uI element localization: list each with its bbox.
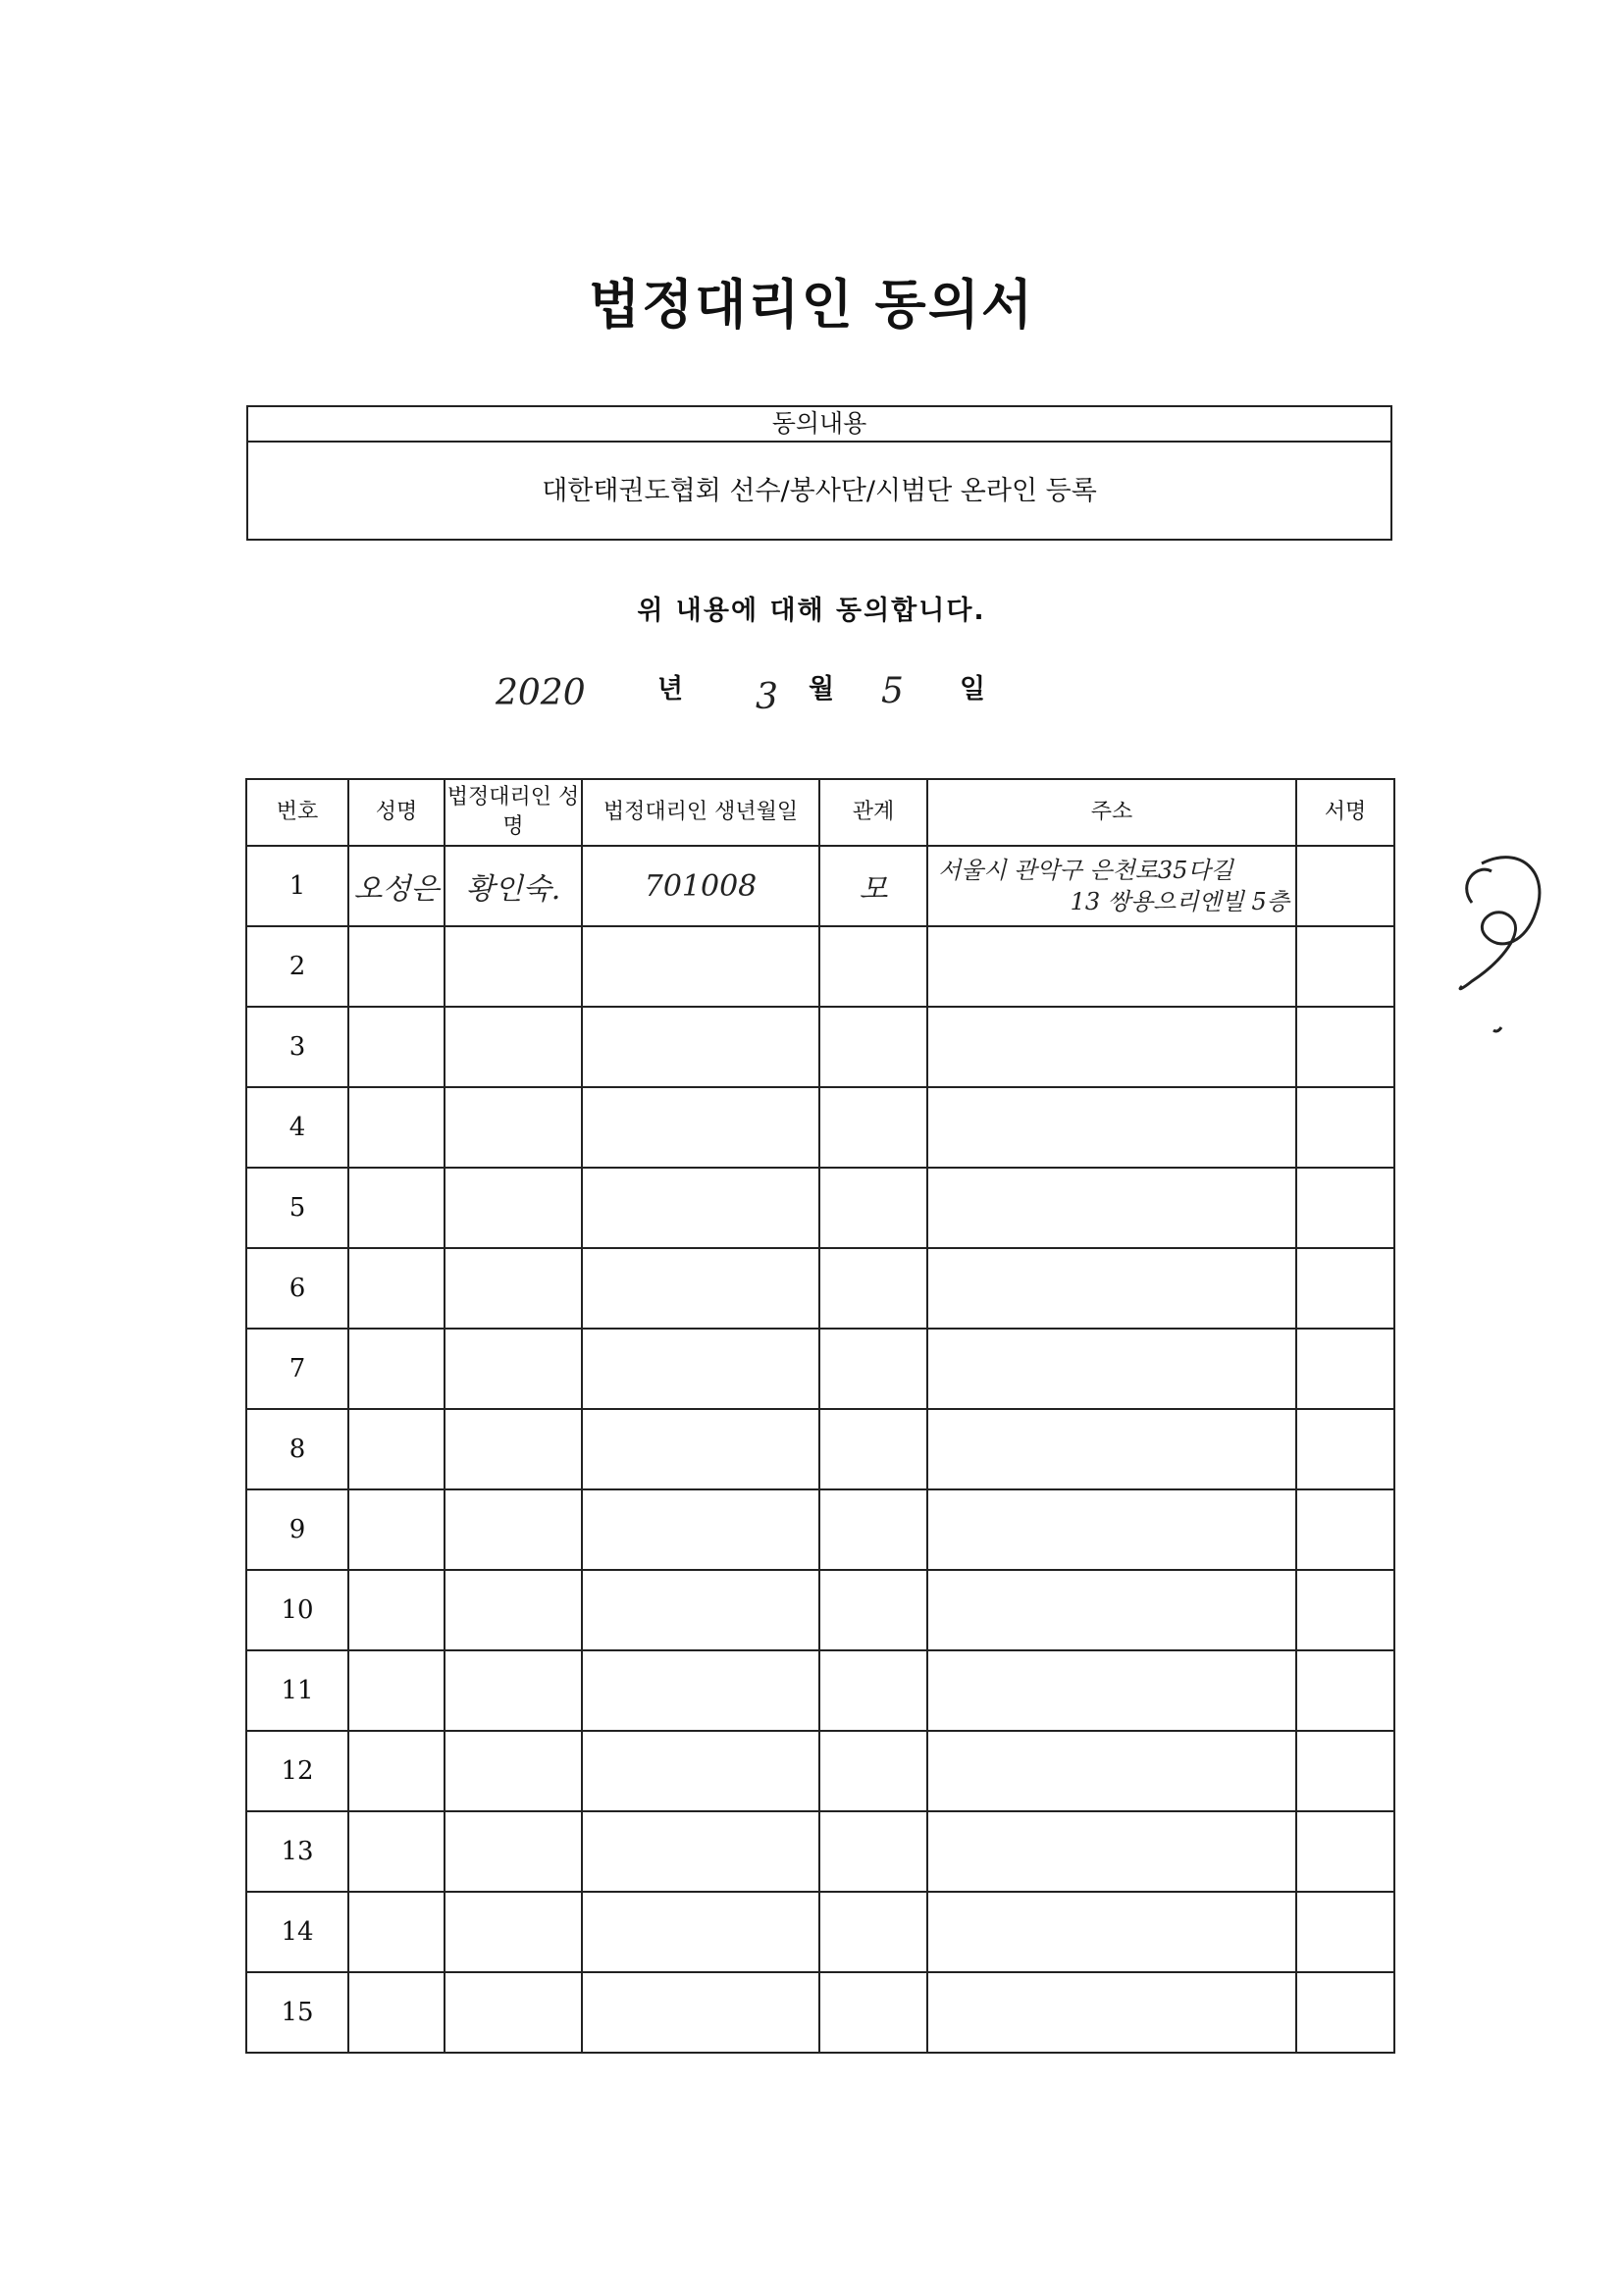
row-number: 9 <box>246 1489 348 1570</box>
table-row <box>246 1007 1394 1087</box>
row-address <box>927 1811 1296 1892</box>
row-name <box>348 1570 445 1650</box>
date-month-unit: 월 <box>809 674 835 704</box>
row-guardian-name <box>445 1248 582 1329</box>
row-guardian-birth <box>582 926 819 1007</box>
row-guardian-birth <box>582 1650 819 1731</box>
row-signature <box>1296 1731 1394 1811</box>
row-name <box>348 1168 445 1248</box>
row-guardian-name <box>445 1007 582 1087</box>
row-number: 5 <box>246 1168 348 1248</box>
row-relation <box>819 1168 927 1248</box>
row-number: 14 <box>246 1892 348 1972</box>
row-relation <box>819 926 927 1007</box>
row-guardian-birth <box>582 1570 819 1650</box>
row-guardian-name <box>445 1811 582 1892</box>
row-name <box>348 1248 445 1329</box>
row-guardian-birth <box>582 1248 819 1329</box>
row-guardian-name <box>445 1168 582 1248</box>
table-row <box>246 1650 1394 1731</box>
row-relation <box>819 1972 927 2053</box>
row-name <box>348 1409 445 1489</box>
agree-statement: 위 내용에 대해 동의합니다. <box>637 596 986 626</box>
row-address <box>927 846 1296 926</box>
row-guardian-birth <box>582 1731 819 1811</box>
table-row <box>246 1329 1394 1409</box>
header-address: 주소 <box>927 779 1296 846</box>
table-row <box>246 926 1394 1007</box>
row-address <box>927 1489 1296 1570</box>
row-number: 15 <box>246 1972 348 2053</box>
row-name <box>348 1329 445 1409</box>
row-guardian-name <box>445 926 582 1007</box>
row-guardian-name <box>445 1650 582 1731</box>
row-relation <box>819 1489 927 1570</box>
header-relation: 관계 <box>819 779 927 846</box>
row-guardian-birth <box>582 1811 819 1892</box>
header-name: 성명 <box>348 779 445 846</box>
guardian-table <box>245 778 1395 2054</box>
date-year: 2020 <box>496 673 586 713</box>
header-guardian-birth: 법정대리인 생년월일 <box>582 779 819 846</box>
table-row <box>246 1248 1394 1329</box>
row-address <box>927 1650 1296 1731</box>
row-number: 2 <box>246 926 348 1007</box>
row-relation <box>819 1329 927 1409</box>
row-address <box>927 1972 1296 2053</box>
row-guardian-birth <box>582 1007 819 1087</box>
row-relation <box>819 1248 927 1329</box>
row-signature <box>1296 1570 1394 1650</box>
row-name <box>348 926 445 1007</box>
row-number: 7 <box>246 1329 348 1409</box>
row-number: 8 <box>246 1409 348 1489</box>
row-relation <box>819 1007 927 1087</box>
row-guardian-birth <box>582 1087 819 1168</box>
row-guardian-birth <box>582 1168 819 1248</box>
row-signature <box>1296 1168 1394 1248</box>
row-address <box>927 1409 1296 1489</box>
table-row <box>246 1489 1394 1570</box>
row-address <box>927 1168 1296 1248</box>
row-name <box>348 1892 445 1972</box>
address-line-1: 서울시 관악구 은천로35다길 <box>938 857 1233 884</box>
row-guardian-birth <box>582 1489 819 1570</box>
consent-header: 동의내용 <box>248 407 1390 443</box>
row-name <box>348 1489 445 1570</box>
row-number: 4 <box>246 1087 348 1168</box>
row-number: 13 <box>246 1811 348 1892</box>
row-address <box>927 1892 1296 1972</box>
row-signature <box>1296 1489 1394 1570</box>
row-address <box>927 1248 1296 1329</box>
row-guardian-name <box>445 1489 582 1570</box>
row-guardian-birth <box>582 1409 819 1489</box>
table-row <box>246 1168 1394 1248</box>
row-guardian-name <box>445 1892 582 1972</box>
row-signature <box>1296 1972 1394 2053</box>
row-relation <box>819 1570 927 1650</box>
table-header-row <box>246 779 1394 846</box>
table-row <box>246 1409 1394 1489</box>
row-signature <box>1296 1650 1394 1731</box>
row-relation: 모 <box>819 846 927 926</box>
header-number: 번호 <box>246 779 348 846</box>
row-relation <box>819 1409 927 1489</box>
row-number: 10 <box>246 1570 348 1650</box>
row-guardian-name <box>445 1409 582 1489</box>
table-row <box>246 1811 1394 1892</box>
row-name: 오성은 <box>348 846 445 926</box>
row-guardian-birth: 701008 <box>582 846 819 926</box>
date-year-unit: 년 <box>657 674 684 704</box>
row-name <box>348 1007 445 1087</box>
row-guardian-birth <box>582 1892 819 1972</box>
row-signature <box>1296 926 1394 1007</box>
row-number: 11 <box>246 1650 348 1731</box>
row-guardian-name <box>445 1731 582 1811</box>
row-name <box>348 1972 445 2053</box>
table-row <box>246 1892 1394 1972</box>
row-address <box>927 1087 1296 1168</box>
date-day-unit: 일 <box>960 674 986 704</box>
row-relation <box>819 1892 927 1972</box>
row-address <box>927 926 1296 1007</box>
header-signature: 서명 <box>1296 779 1394 846</box>
row-guardian-name <box>445 1570 582 1650</box>
row-name <box>348 1650 445 1731</box>
row-guardian-name: 황인숙. <box>445 846 582 926</box>
row-name <box>348 1811 445 1892</box>
table-row <box>246 1570 1394 1650</box>
row-guardian-name <box>445 1329 582 1409</box>
row-guardian-name <box>445 1972 582 2053</box>
table-row <box>246 1972 1394 2053</box>
address-line-2: 13 쌍용으리엔빌 5층 <box>1070 888 1289 915</box>
header-guardian-name: 법정대리인 성명 <box>445 779 582 846</box>
row-number: 12 <box>246 1731 348 1811</box>
row-signature <box>1296 1248 1394 1329</box>
date-day: 5 <box>881 671 904 711</box>
row-number: 3 <box>246 1007 348 1087</box>
table-row <box>246 1087 1394 1168</box>
row-guardian-name <box>445 1087 582 1168</box>
row-relation <box>819 1811 927 1892</box>
row-signature <box>1296 1409 1394 1489</box>
row-name <box>348 1087 445 1168</box>
row-address <box>927 1731 1296 1811</box>
row-address <box>927 1007 1296 1087</box>
signature-mark <box>1442 844 1550 1040</box>
page-title: 법정대리인 동의서 <box>588 274 1035 336</box>
table-row <box>246 846 1394 926</box>
row-name <box>348 1731 445 1811</box>
row-relation <box>819 1087 927 1168</box>
row-signature <box>1296 1087 1394 1168</box>
row-guardian-birth <box>582 1972 819 2053</box>
row-address <box>927 1570 1296 1650</box>
consent-box <box>246 405 1392 541</box>
row-signature <box>1296 1811 1394 1892</box>
row-signature <box>1296 1329 1394 1409</box>
consent-body: 대한태권도협회 선수/봉사단/시범단 온라인 등록 <box>542 476 1097 506</box>
row-signature <box>1296 846 1394 926</box>
row-number: 6 <box>246 1248 348 1329</box>
row-guardian-birth <box>582 1329 819 1409</box>
row-relation <box>819 1731 927 1811</box>
date-month: 3 <box>756 677 778 717</box>
row-signature <box>1296 1007 1394 1087</box>
row-signature <box>1296 1892 1394 1972</box>
row-number: 1 <box>246 846 348 926</box>
row-relation <box>819 1650 927 1731</box>
row-address <box>927 1329 1296 1409</box>
table-row <box>246 1731 1394 1811</box>
